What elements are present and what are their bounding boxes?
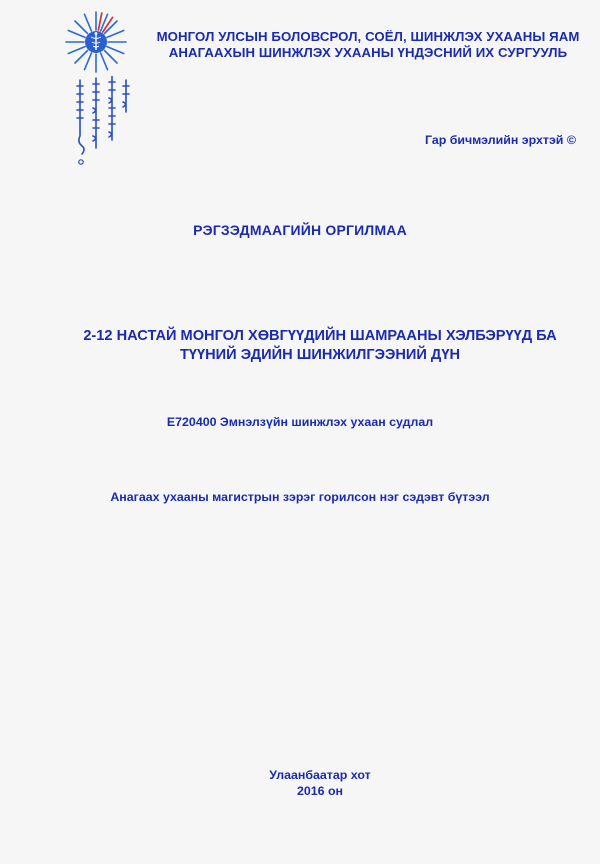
mongolian-script-seal-icon	[70, 76, 136, 166]
university-name: АНАГААХЫН ШИНЖЛЭХ УХААНЫ ҮНДЭСНИЙ ИХ СУРГУУЛЬ	[168, 45, 568, 60]
thesis-title	[40, 327, 600, 365]
copyright-note: Гар бичмэлийн эрхтэй ©	[424, 133, 576, 147]
degree-statement: Анагаах ухааны магистрын зэрэг горилсон нэг сэдэвт бүтээл	[110, 490, 490, 504]
university-logo-icon	[64, 10, 128, 74]
institution-header	[148, 29, 588, 61]
place-and-year	[240, 767, 400, 799]
year: 2016 он	[296, 784, 344, 798]
specialty-code: Е720400 Эмнэлзүйн шинжлэх ухаан судлал	[166, 415, 434, 429]
author-name: РЭГЗЭДМААГИЙН ОРГИЛМАА	[193, 222, 407, 238]
city: Улаанбаатар хот	[269, 768, 371, 782]
thesis-title-line-2: ТҮҮНИЙ ЭДИЙН ШИНЖИЛГЭЭНИЙ ДҮН	[180, 347, 460, 363]
ministry-name: МОНГОЛ УЛСЫН БОЛОВСРОЛ, СОЁЛ, ШИНЖЛЭХ УХААНЫ ЯАМ	[156, 29, 580, 44]
thesis-title-line-1: 2-12 НАСТАЙ МОНГОЛ ХӨВГҮҮДИЙН ШАМРААНЫ ХЭЛБЭРҮҮД БА	[83, 328, 557, 344]
